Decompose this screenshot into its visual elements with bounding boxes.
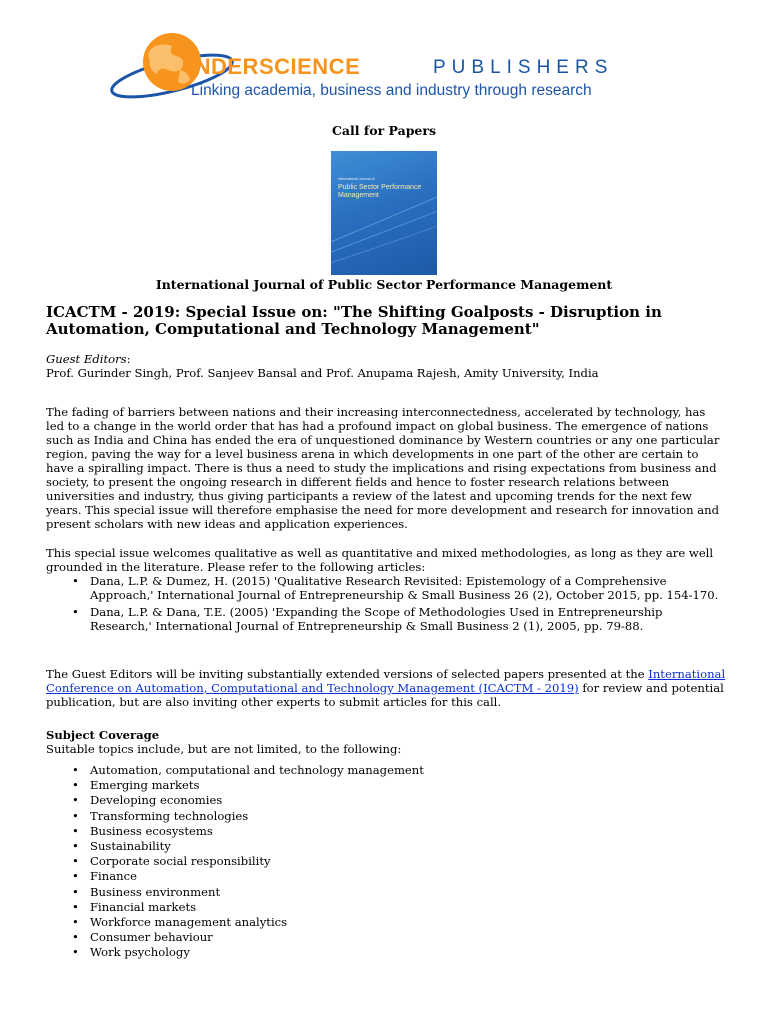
topic-item: • Business environment: [72, 884, 221, 899]
guest-editors-block: [46, 352, 726, 380]
cover-small-text: International Journal of: [338, 177, 375, 181]
reference-item: • Dana, L.P. & Dumez, H. (2015) 'Qualitative Research Revisited: Epistemology of a Comprehensive Approach,' International Journal of Entrepreneurship & Small Business 26 (2), October 2015, pp. 154-170.: [72, 574, 719, 602]
cover-curves: [331, 151, 437, 275]
logo-tagline: Linking academia, business and industry through research: [191, 82, 592, 99]
topic-item: • Sustainability: [72, 839, 171, 854]
topic-item: • Finance: [72, 869, 137, 884]
topic-item: • Workforce management analytics: [72, 915, 288, 930]
topic-item: • Emerging markets: [72, 778, 200, 793]
conference-link[interactable]: International Conference on Automation, Computational and Technology Management (ICACTM - 2019): [46, 667, 726, 695]
topic-item: • Corporate social responsibility: [72, 854, 271, 869]
reference-list: [46, 574, 726, 633]
conference-paragraph: The Guest Editors will be inviting substantially extended versions of selected papers presented at the International Conference on Automation, Computational and Technology Management (ICACTM - 2019) for review and potential publication, but are also inviting other experts to submit articles for this call.: [46, 667, 726, 709]
logo-word-suffix: PUBLISHERS: [433, 57, 614, 78]
topic-item: • Business ecosystems: [72, 823, 213, 838]
guest-editors-colon: :: [126, 352, 131, 366]
topic-item: • Developing economies: [72, 793, 223, 808]
publisher-logo[interactable]: [110, 30, 670, 110]
subject-coverage-heading: Subject Coverage: [46, 728, 160, 742]
topic-item: • Consumer behaviour: [72, 930, 213, 945]
topic-item: • Work psychology: [72, 945, 190, 960]
topic-item: • Transforming technologies: [72, 808, 249, 823]
topic-item: • Automation, computational and technology management: [72, 763, 424, 777]
topic-item: • Financial markets: [72, 899, 197, 914]
journal-cover-image: [331, 151, 437, 275]
methodology-paragraph: This special issue welcomes qualitative as well as quantitative and mixed methodologies, as long as they are well grounded in the literature. Please refer to the following articles:: [46, 546, 714, 574]
topics-list: [46, 763, 726, 961]
subject-coverage-intro: Suitable topics include, but are not limited, to the following:: [46, 742, 402, 756]
guest-editors-label: Guest Editors: [46, 352, 127, 366]
journal-name: International Journal of Public Sector Performance Management: [155, 277, 613, 292]
logo-word-prefix: INDERSCIENCE: [188, 54, 361, 79]
special-issue-title: ICACTM - 2019: Special Issue on: "The Shifting Goalposts - Disruption in Automation, Computational and Technology Management": [46, 303, 662, 338]
reference-item: • Dana, L.P. & Dana, T.E. (2005) 'Expanding the Scope of Methodologies Used in Entrepreneurship Research,' International Journal of Entrepreneurship & Small Business 2 (1), 2005, pp. 79-88.: [72, 605, 663, 633]
subject-coverage-block: [46, 728, 726, 756]
intro-paragraph: The fading of barriers between nations and their increasing interconnectedness, accelerated by technology, has led to a change in the world order that has had a profound impact on global business. The emergence of nations such as India and China has ended the era of unquestioned dominance by Western countries or any one particular region, paving the way for a level business arena in which developments in one part of the other are certain to have a spiralling impact. There is thus a need to study the implications and rising expectations from business and society, to present the ongoing research in different fields and hence to foster research relations between universities and industry, thus giving participants a review of the latest and upcoming trends for the next few years. This special issue will therefore emphasise the need for more development and research for innovation and present scholars with new ideas and application experiences.: [46, 405, 720, 531]
cover-title: Public Sector Performance Management: [338, 184, 422, 199]
call-for-papers-heading: Call for Papers: [331, 123, 437, 138]
guest-editors-names: Prof. Gurinder Singh, Prof. Sanjeev Bansal and Prof. Anupama Rajesh, Amity University, India: [46, 366, 599, 380]
